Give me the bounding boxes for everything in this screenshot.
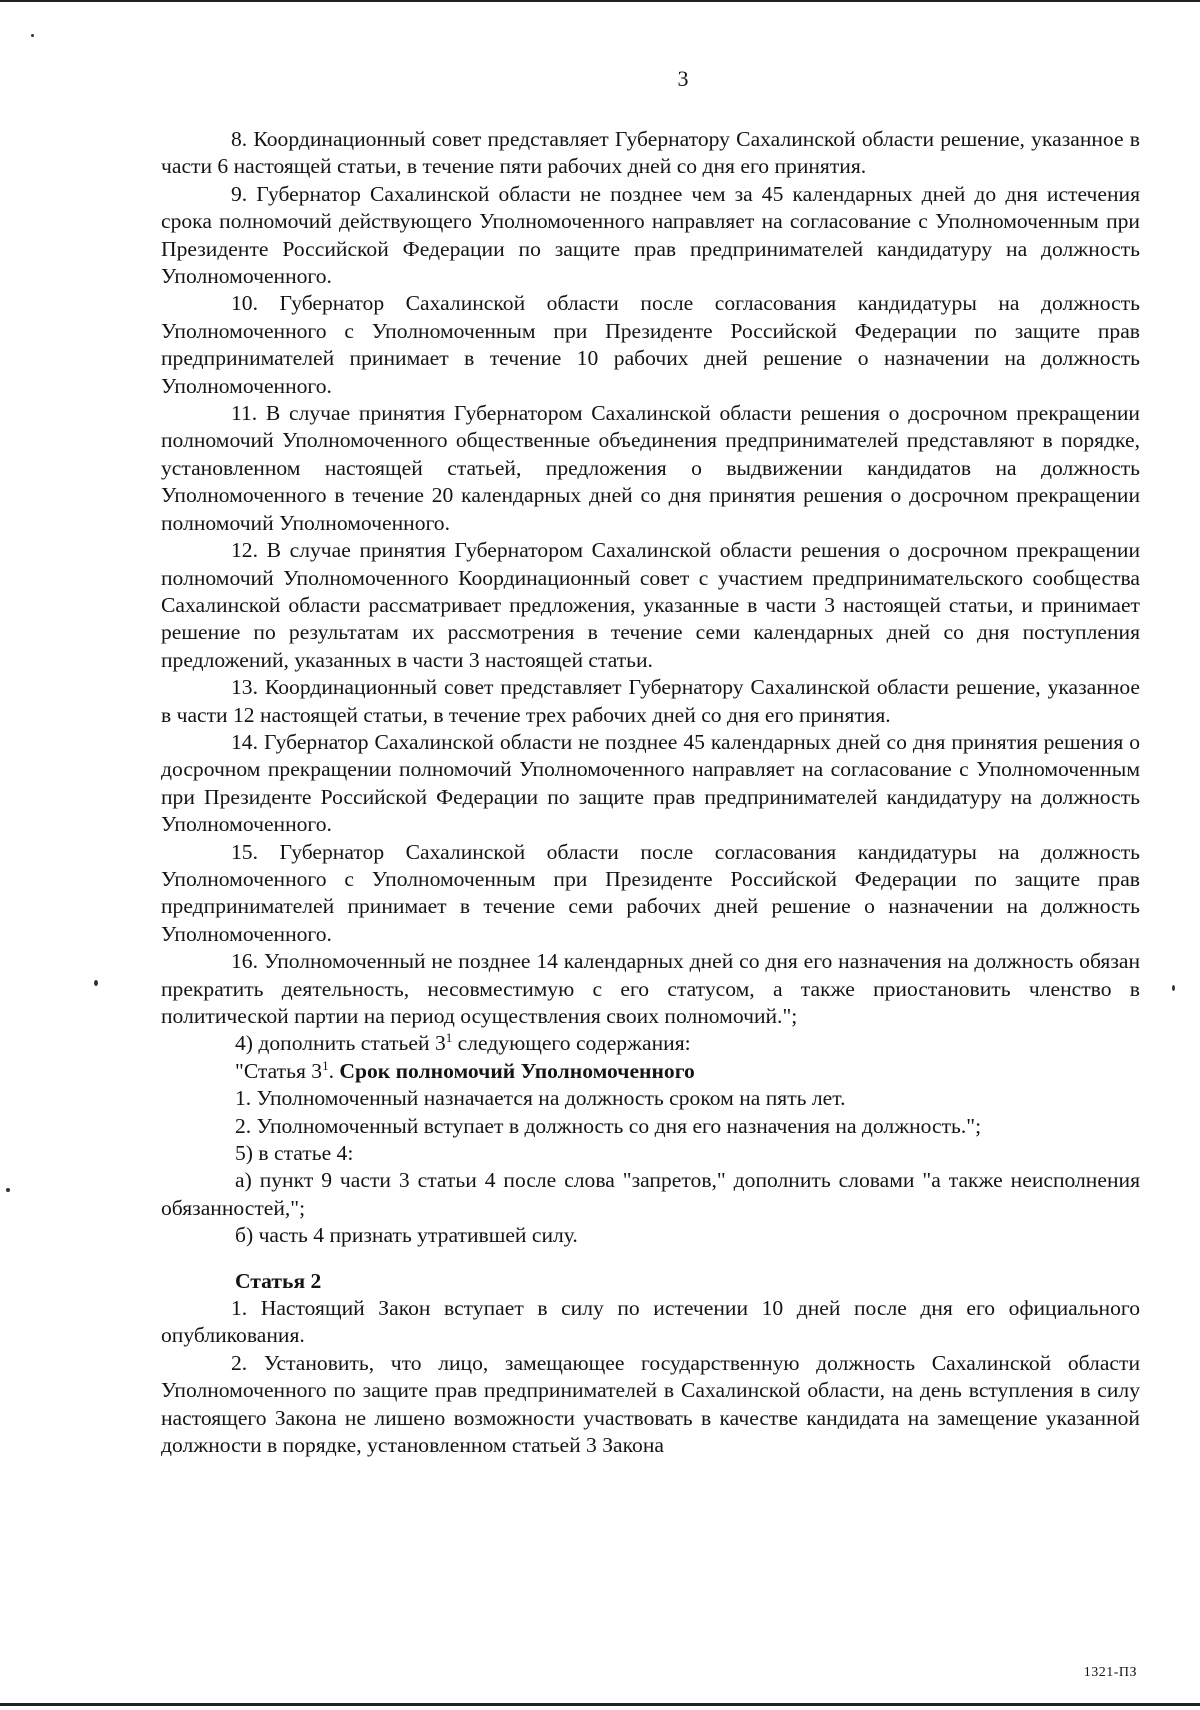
paragraph-10: 10. Губернатор Сахалинской области после согласования кандидатуры на должность Уполномоченного с Уполномоченным при Президенте Российской Федерации по защите прав предпринимателей принимает в течение 10 рабочих дней решение о назначении на должность Уполномоченного. (161, 291, 1140, 398)
scan-speck (1172, 985, 1175, 991)
scan-speck (31, 34, 34, 37)
article-3-1-dot: . (328, 1058, 340, 1083)
paragraph-8: 8. Координационный совет представляет Губернатору Сахалинской области решение, указанное в части 6 настоящей статьи, в течение пяти рабочих дней со дня его принятия. (161, 127, 1140, 179)
paragraph-13: 13. Координационный совет представляет Губернатору Сахалинской области решение, указанное в части 12 настоящей статьи, в течение трех рабочих дней со дня его принятия. (161, 675, 1140, 727)
article-3-1-title: Срок полномочий Уполномоченного (339, 1058, 695, 1083)
document-code: 1321-ПЗ (1083, 1665, 1137, 1680)
paragraph-9: 9. Губернатор Сахалинской области не позднее чем за 45 календарных дней до дня истечения срока полномочий действующего Уполномоченного направляет на согласование с Уполномоченным при Президенте Российской Федерации по защите прав предпринимателей кандидатуру на должность Уполномоченного. (161, 181, 1140, 289)
article-2-paragraph-2: 2. Установить, что лицо, замещающее государственную должность Сахалинской области Уполномоченного по защите прав предпринимателей в Сахалинской области, на день вступления в силу настоящего Закона не лишено возможности участвовать в качестве кандидата на замещение указанной должности в порядке, установленном статьей 3 Закона (161, 1350, 1140, 1458)
article-2-heading: Статья 2 (235, 1268, 322, 1293)
document-body (161, 126, 1140, 1460)
paragraph-16: 16. Уполномоченный не позднее 14 календарных дней со дня его назначения на должность обязан прекратить деятельность, несовместимую с его статусом, а также приостановить членство в политической партии на период осуществления своих полномочий."; (161, 949, 1140, 1028)
page-number: 3 (677, 66, 689, 91)
scan-speck (94, 980, 98, 986)
article-3-1-item-1: 1. Уполномоченный назначается на должность сроком на пять лет. (235, 1086, 846, 1111)
amendment-4-tail: следующего содержания: (452, 1031, 691, 1056)
paragraph-12: 12. В случае принятия Губернатором Сахалинской области решения о досрочном прекращении полномочий Уполномоченного Координационный совет с участием предпринимательского сообщества Сахалинской области рассматривает предложения, указанные в части 3 настоящей статьи, и принимает решение по результатам их рассмотрения в течение семи календарных дней со дня поступления предложений, указанных в части 3 настоящей статьи. (161, 538, 1140, 672)
paragraph-15: 15. Губернатор Сахалинской области после согласования кандидатуры на должность Уполномоченного с Уполномоченным при Президенте Российской Федерации по защите прав предпринимателей принимает в течение семи рабочих дней решение о назначении на должность Уполномоченного. (161, 839, 1140, 946)
amendment-4 (161, 1030, 1140, 1057)
amendment-5a: а) пункт 9 части 3 статьи 4 после слова "запретов," дополнить словами "а также неисполнения обязанностей,"; (161, 1168, 1140, 1220)
article-2-paragraph-1: 1. Настоящий Закон вступает в силу по истечении 10 дней после дня его официального опубликования. (161, 1296, 1140, 1348)
amendment-4-text: 4) дополнить статьей 3 (235, 1031, 446, 1056)
article-3-1-prefix: "Статья 3 (235, 1058, 323, 1083)
paragraph-11: 11. В случае принятия Губернатором Сахалинской области решения о досрочном прекращении полномочий Уполномоченного общественные объединения предпринимателей представляют в порядке, установленном настоящей статьей, предложения о выдвижении кандидатов на должность Уполномоченного в течение 20 календарных дней со дня принятия решения о досрочном прекращении полномочий Уполномоченного. (161, 401, 1140, 535)
article-3-1-item-2: 2. Уполномоченный вступает в должность со дня его назначения на должность."; (235, 1113, 982, 1138)
amendment-5: 5) в статье 4: (235, 1141, 354, 1166)
superscript: 1 (445, 1030, 453, 1046)
amendment-5b: б) часть 4 признать утратившей силу. (235, 1223, 578, 1248)
scan-speck (6, 1188, 10, 1192)
scan-edge-bottom (0, 1703, 1200, 1706)
scan-edge-top (0, 0, 1200, 2)
superscript: 1 (322, 1057, 329, 1073)
paragraph-14: 14. Губернатор Сахалинской области не позднее 45 календарных дней со дня принятия решения о досрочном прекращении полномочий Уполномоченного направляет на согласование с Уполномоченным при Президенте Российской Федерации по защите прав предпринимателей кандидатуру на должность Уполномоченного. (161, 729, 1140, 837)
article-3-1-heading (161, 1058, 1140, 1085)
